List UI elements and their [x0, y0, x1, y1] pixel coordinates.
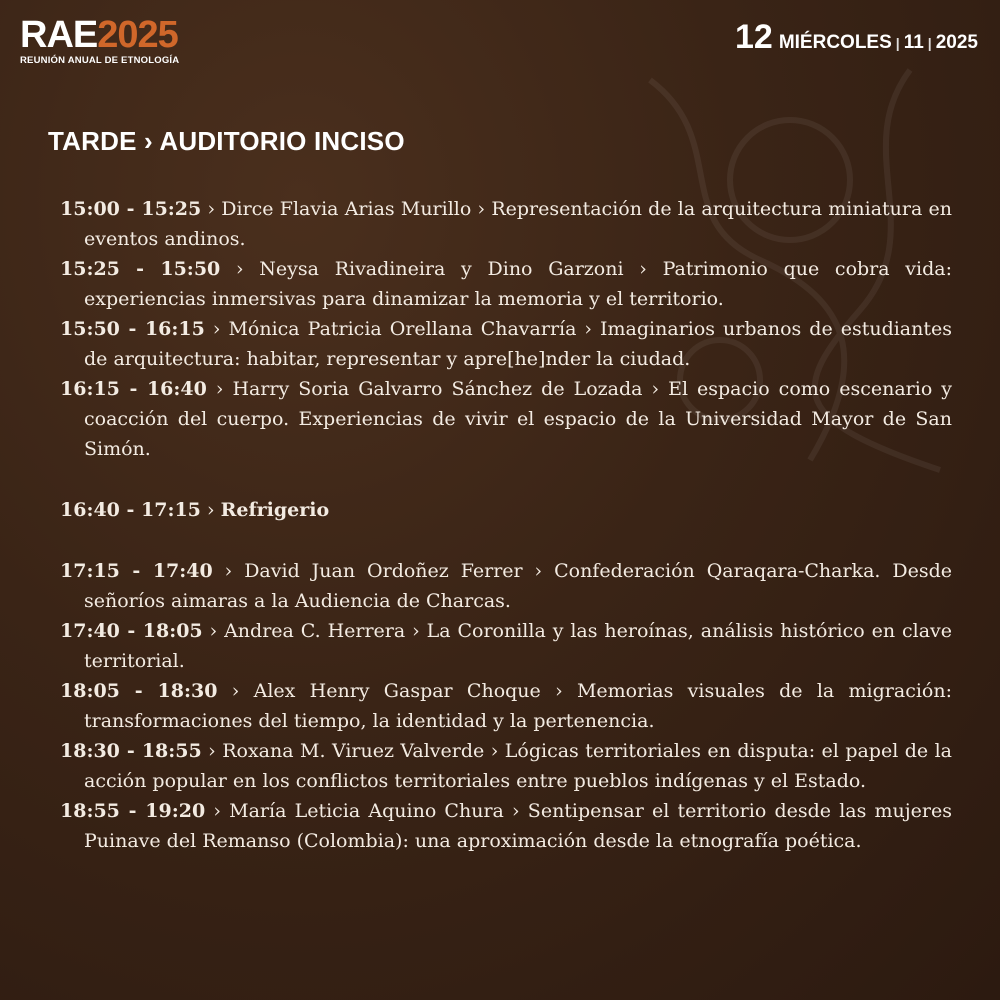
schedule-entry — [60, 374, 952, 464]
break-separator: › — [200, 499, 221, 521]
schedule-entry — [60, 796, 952, 856]
entry-text: › María Leticia Aquino Chura › Sentipensar el territorio desde las mujeres Puinave del Remanso (Colombia): una aproximación desde la etnografía poética. — [84, 800, 952, 852]
entry-time: 18:55 - 19:20 — [60, 800, 206, 822]
entry-text: › Dirce Flavia Arias Murillo › Representación de la arquitectura miniatura en eventos andinos. — [84, 198, 952, 250]
entry-text: › David Juan Ordoñez Ferrer › Confederación Qaraqara-Charka. Desde señoríos aimaras a la Audiencia de Charcas. — [84, 560, 953, 612]
logo-subtitle: REUNIÓN ANUAL DE ETNOLOGÍA — [20, 55, 180, 66]
entry-text: › Neysa Rivadineira y Dino Garzoni › Patrimonio que cobra vida: experiencias inmersivas para dinamizar la memoria y el territorio. — [84, 258, 953, 310]
date-separator: | — [927, 35, 932, 51]
entry-time: 15:00 - 15:25 — [60, 198, 202, 220]
schedule-entry — [60, 616, 952, 676]
entry-text: › Andrea C. Herrera › La Coronilla y las heroínas, análisis histórico en clave territorial. — [84, 620, 953, 672]
schedule-entry — [60, 556, 952, 616]
entry-time: 17:15 - 17:40 — [60, 560, 213, 582]
entry-text: › Alex Henry Gaspar Choque › Memorias visuales de la migración: transformaciones del tiempo, la identidad y la pertenencia. — [84, 680, 952, 732]
spacer — [60, 464, 952, 495]
entry-text: › Roxana M. Viruez Valverde › Lógicas territoriales en disputa: el papel de la acción popular en los conflictos territoriales entre pueblos indígenas y el Estado. — [84, 740, 952, 792]
schedule-entry — [60, 254, 952, 314]
date-month: 11 — [903, 32, 924, 53]
entry-time: 18:30 - 18:55 — [60, 740, 202, 762]
date-year: 2025 — [935, 32, 978, 53]
break-label: Refrigerio — [220, 499, 330, 521]
date-day: 12 — [735, 18, 773, 56]
entry-time: 15:50 - 16:15 — [60, 318, 205, 340]
event-date — [735, 18, 978, 57]
spacer — [60, 525, 952, 556]
schedule-entry — [60, 194, 952, 254]
entry-text: › Mónica Patricia Orellana Chavarría › Imaginarios urbanos de estudiantes de arquitectura: habitar, representar y apre[he]nder la ciudad. — [84, 318, 952, 370]
entry-text: › Harry Soria Galvarro Sánchez de Lozada › El espacio como escenario y coacción del cuerpo. Experiencias de vivir el espacio de la Universidad Mayor de San Simón. — [84, 378, 952, 460]
section-title: TARDE › AUDITORIO INCISO — [48, 126, 405, 156]
entry-time: 15:25 - 15:50 — [60, 258, 221, 280]
event-logo — [20, 16, 179, 66]
logo-rae: RAE — [20, 14, 98, 56]
entry-time: 16:15 - 16:40 — [60, 378, 207, 400]
date-weekday: MIÉRCOLES — [778, 32, 892, 53]
schedule-list — [60, 194, 952, 856]
break-entry — [60, 495, 952, 525]
entry-time: 18:05 - 18:30 — [60, 680, 218, 702]
schedule-entry — [60, 736, 952, 796]
logo-year: 2025 — [97, 14, 178, 56]
entry-time: 17:40 - 18:05 — [60, 620, 203, 642]
break-time: 16:40 - 17:15 — [60, 499, 201, 521]
schedule-entry — [60, 314, 952, 374]
date-separator: | — [895, 35, 900, 51]
schedule-entry — [60, 676, 952, 736]
